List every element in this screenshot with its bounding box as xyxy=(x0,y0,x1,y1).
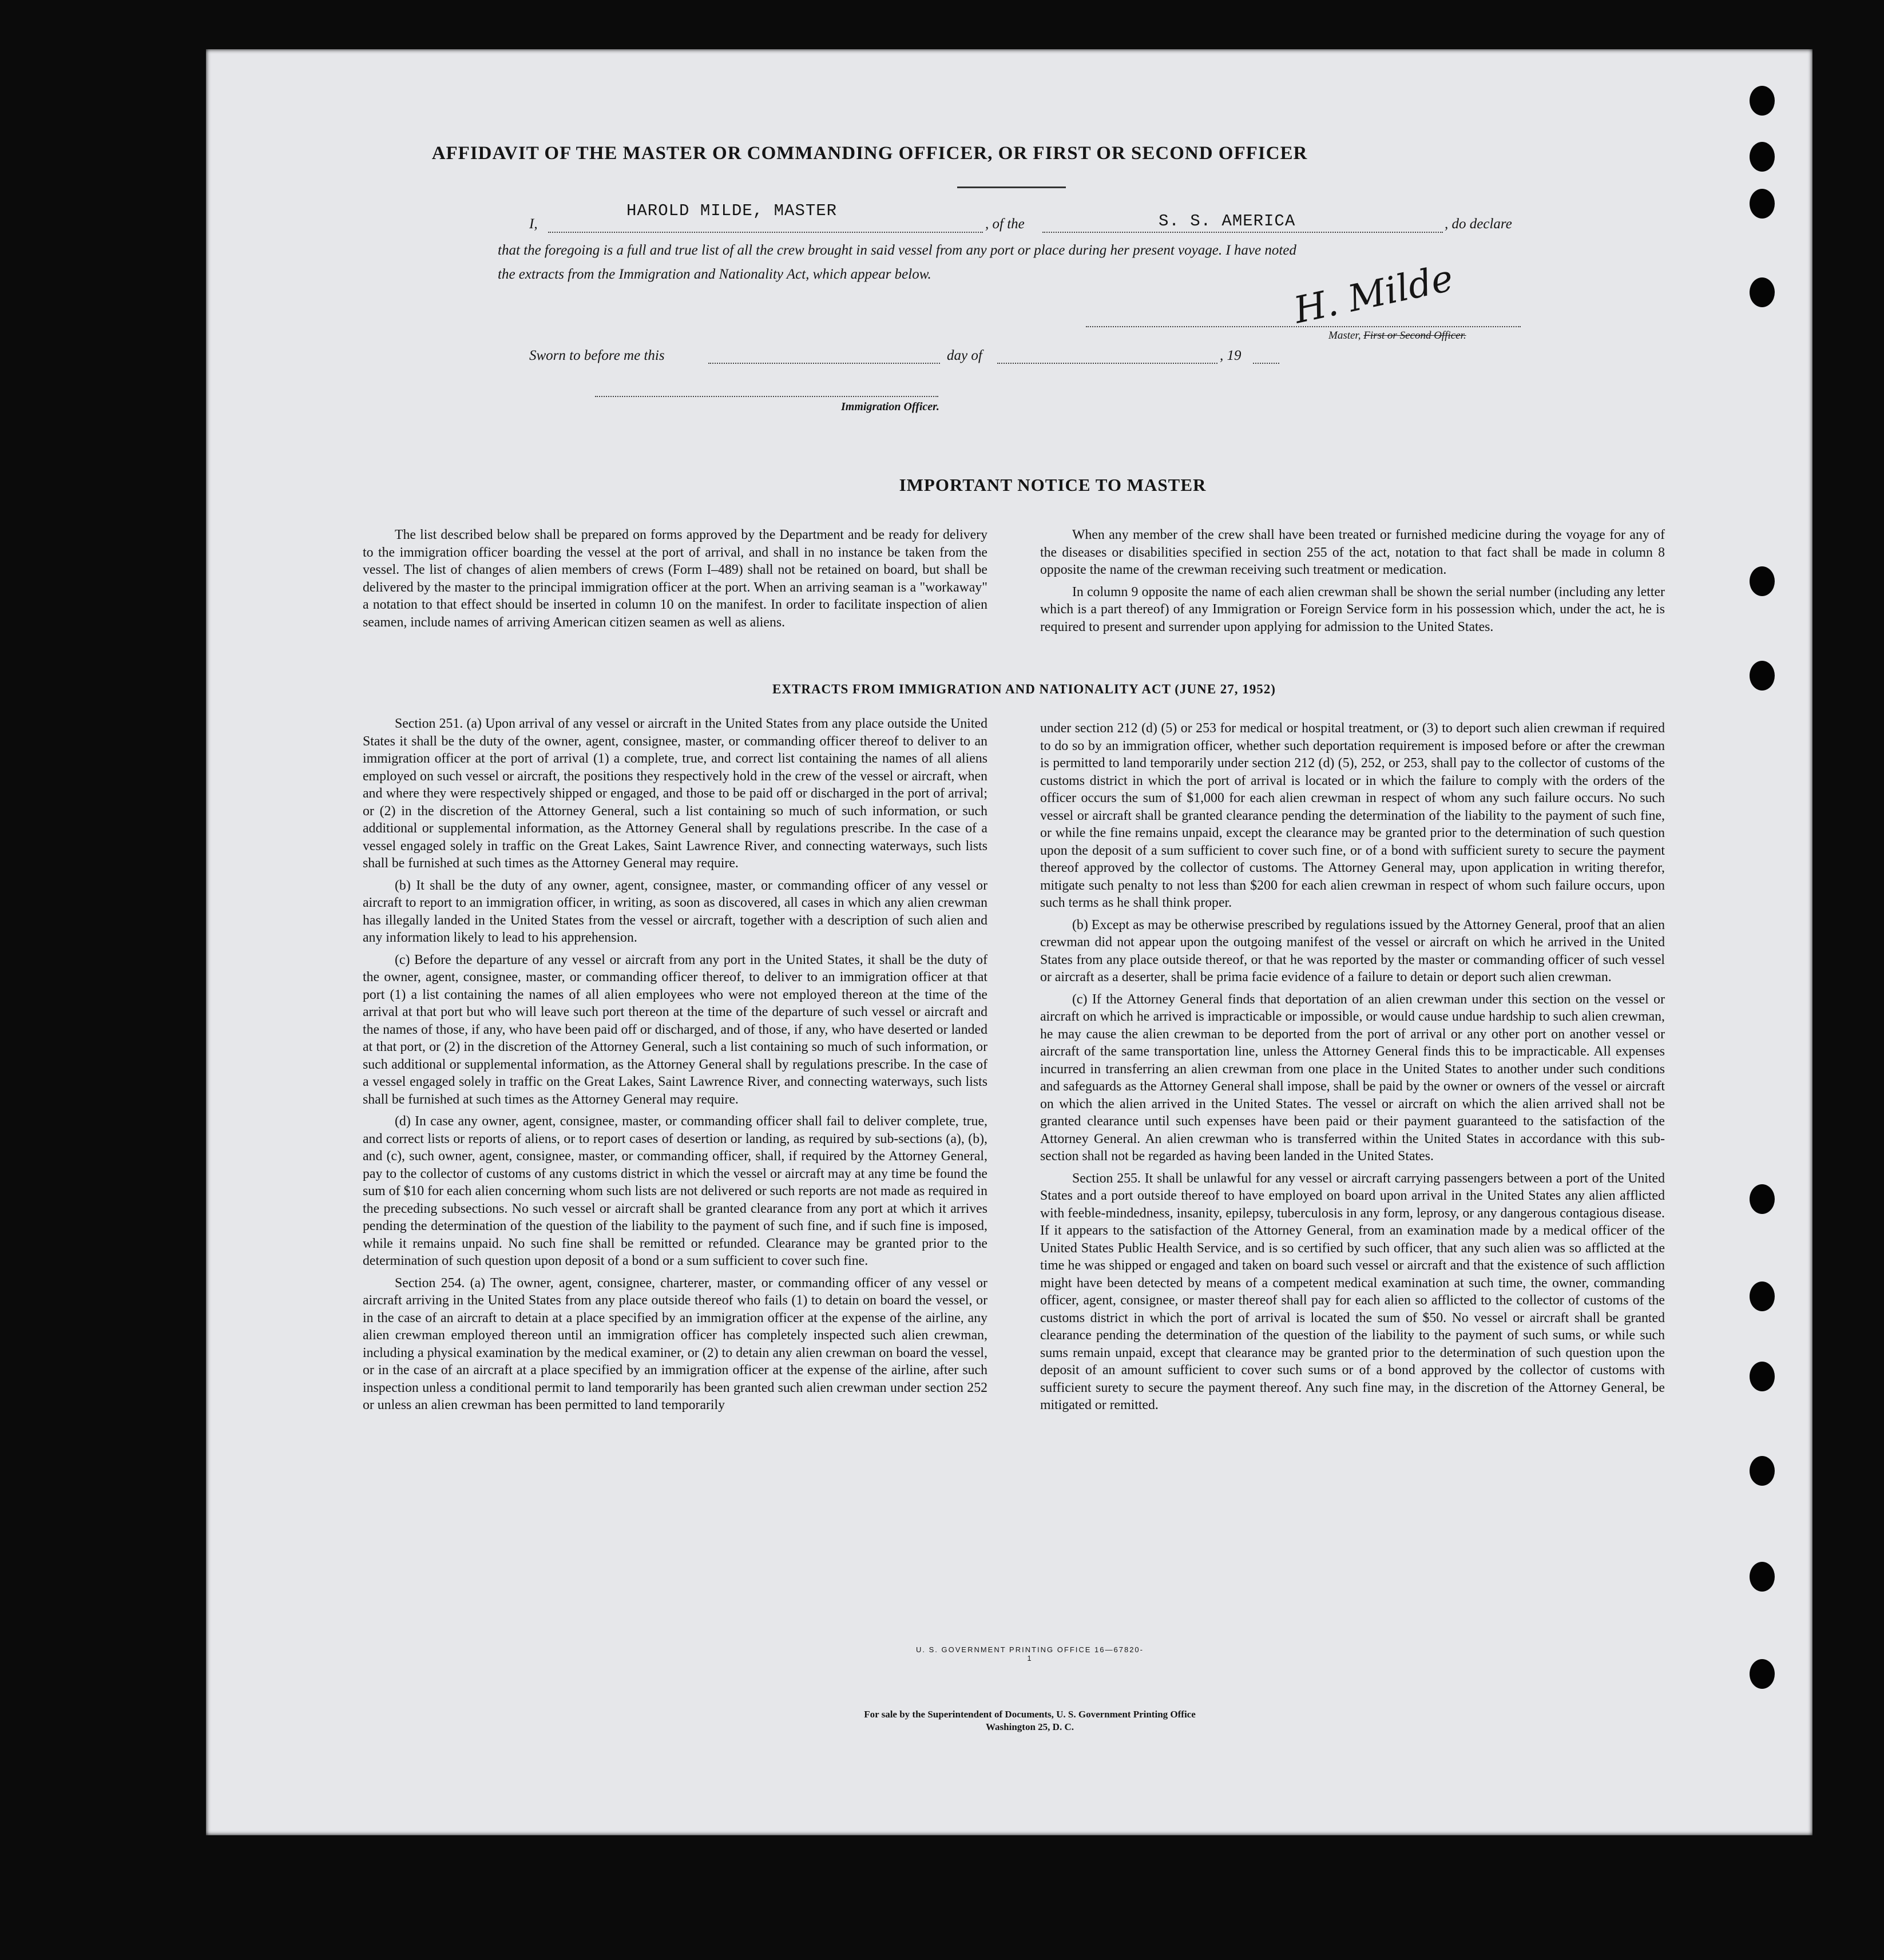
sworn-label: Sworn to before me this xyxy=(529,348,665,363)
extract-paragraph: (c) Before the departure of any vessel or aircraft from any port in the United States, it shall be the duty of the owner, agent, consignee, master, or commanding officer thereof, to deliver to an immigration officer at that port (1) a list containing the names of all alien employees who were not employed thereon at the time of the arrival at that port but who will leave such port thereon at the time of the departure of such vessel or aircraft and the names of those, if any, who have been paid off or discharged, and of those, if any, who have deserted or landed at that port, or (2) in the discretion of the Attorney General, such a list containing so much of such information, or such additional or supplemental information, as the Attorney General shall by regulations prescribe. In the case of a vessel engaged solely in traffic on the Great Lakes, Saint Lawrence River, and connecting waterways, such lists shall be furnished at such times as the Attorney General may require. xyxy=(363,952,987,1107)
punch-hole xyxy=(1750,277,1775,307)
punch-hole xyxy=(1750,1659,1775,1689)
signer-title-master: Master, xyxy=(1328,330,1361,342)
punch-hole xyxy=(1750,566,1775,596)
notice-right-paragraph-2: In column 9 opposite the name of each alien crewman shall be shown the serial number (including any letter which is a part thereof) of any Immigration or Foreign Service form in his possession which, under the act, he is required to present and surrender upon applying for admission to the United States. xyxy=(1040,584,1665,634)
punch-hole xyxy=(1750,1184,1775,1214)
notice-left-paragraph: The list described below shall be prepared on forms approved by the Department and be ready for delivery to the immigration officer boarding the vessel at the port of arrival, and shall in no instance be taken from the vessel. The list of changes of alien members of crews (Form I–489) shall not be retained on board, but shall be delivered by the master to the principal immigration officer at the port. When an arriving seaman is a "workaway" a notation to that effect should be inserted in column 10 on the manifest. In order to facilitate inspection of alien seamen, include names of arriving American citizen seamen as well as aliens. xyxy=(363,527,987,630)
day-of-label: day of xyxy=(947,348,982,363)
title-rule xyxy=(957,187,1066,188)
notice-title: IMPORTANT NOTICE TO MASTER xyxy=(899,475,1207,495)
immigration-officer-label: Immigration Officer. xyxy=(841,400,939,413)
extracts-left-column xyxy=(363,715,987,1419)
year-line xyxy=(1253,363,1279,364)
sworn-month-line xyxy=(997,363,1217,364)
extract-paragraph: Section 251. (a) Upon arrival of any vessel or aircraft in the United States from any place outside the United States it shall be the duty of the owner, agent, consignee, master, or commanding officer thereof to deliver to an immigration officer at the port of arrival (1) a complete, true, and correct list containing the names of all aliens employed on such vessel or aircraft, the positions they respectively hold in the crew of the vessel or aircraft, when and where they were respectively shipped or engaged, and those to be paid off or discharged in the port of arrival; or (2) in the discretion of the Attorney General, such a list containing so much of such information, or such additional or supplemental information, as the Attorney General shall by regulations prescribe. In the case of a vessel engaged solely in traffic on the Great Lakes, Saint Lawrence River, and connecting waterways, such lists shall be furnished at such times as the Attorney General may require. xyxy=(363,716,987,871)
declarant-name: HAROLD MILDE, MASTER xyxy=(626,201,838,220)
punch-hole xyxy=(1750,1281,1775,1311)
punch-hole xyxy=(1750,142,1775,172)
notice-left-column xyxy=(363,526,987,636)
statement-line-2: the extracts from the Immigration and Nationality Act, which appear below. xyxy=(498,267,931,282)
extract-paragraph: (b) Except as may be otherwise prescribed by regulations issued by the Attorney General, proof that an alien crewman did not appear upon the outgoing manifest of the vessel or aircraft on which he arrived in the United States from any place outside thereof, or that he was reported by the master or commanding officer of such vessel or aircraft as a deserter, shall be prima facie evidence of a failure to detain or deport such alien crewman. xyxy=(1040,917,1665,985)
sale-line-1: For sale by the Superintendent of Documents, U. S. Government Printing Office xyxy=(864,1709,1196,1720)
vessel-line xyxy=(1042,232,1443,233)
officer-line xyxy=(595,396,938,397)
extract-paragraph: under section 212 (d) (5) or 253 for medical or hospital treatment, or (3) to deport such alien crewman if required to do so by an immigration officer, whether such deportation requirement is imposed before or after the crewman is permitted to land temporarily under section 212 (d) (5), 252, or 253, shall pay to the collector of customs of the customs district in which the port of arrival is located or in which the failure to comply with the orders of the officer occurs the sum of $1,000 for each alien crewman in respect of whom any such failure occurs. No such vessel or aircraft shall be granted clearance pending the determination of the liability to the payment of such fine, or while the fine remains unpaid, except the clearance may be granted prior to the determination of such question upon the deposit of a sum sufficient to cover such fine, or of a bond with sufficient surety to secure the payment thereof approved by the collector of customs. The Attorney General may, upon application in writing therefor, mitigate such penalty to not less than $200 for each alien crewman in respect of whom such failure occurs, upon such terms as he shall think proper. xyxy=(1040,721,1665,910)
signer-title-struck: First or Second Officer. xyxy=(1363,330,1466,342)
i-label: I, xyxy=(529,216,538,232)
sale-line-2: Washington 25, D. C. xyxy=(986,1721,1074,1732)
do-declare-label: , do declare xyxy=(1445,216,1512,232)
extract-paragraph: Section 254. (a) The owner, agent, consignee, charterer, master, or commanding officer of any vessel or aircraft arriving in the United States from any place outside thereof who fails (1) to detain on board the vessel, or in the case of an aircraft to detain at a place specified by an immigration officer at the expense of the airline, any alien crewman employed thereon until an immigration officer has completely inspected such alien crewman, including a physical examination by the medical examiner, or (2) to detain any alien crewman on board the vessel, or in the case of an aircraft at a place specified by an immigration officer at the expense of the airline, after such inspection unless a conditional permit to land temporarily has been granted such alien crewman under section 252 or unless an alien crewman has been permitted to land temporarily xyxy=(363,1275,987,1413)
printing-office-imprint: U. S. GOVERNMENT PRINTING OFFICE 16—67820-1 xyxy=(916,1645,1144,1663)
extracts-right-column xyxy=(1040,720,1665,1419)
punch-hole xyxy=(1750,86,1775,116)
master-signature: H. Milde xyxy=(1290,257,1457,332)
signer-title xyxy=(1328,330,1466,342)
of-the-label: , of the xyxy=(985,216,1025,232)
sale-notice xyxy=(629,1708,1430,1733)
notice-right-column xyxy=(1040,526,1665,640)
name-line xyxy=(548,232,983,233)
punch-hole xyxy=(1750,661,1775,691)
statement-line-1: that the foregoing is a full and true list of all the crew brought in said vessel from any port or place during her present voyage. I have noted xyxy=(498,243,1296,258)
extract-paragraph: (d) In case any owner, agent, consignee, master, or commanding officer shall fail to deliver complete, true, and correct lists or reports of aliens, or to report cases of desertion or landing, as required by sub-sections (a), (b), and (c), such owner, agent, consignee, master, or commanding officer, shall, if required by the Attorney General, pay to the collector of customs of any customs district in which the vessel or aircraft may at any time be found the sum of $10 for each alien concerning whom such lists are not delivered or such reports are not made as required in the preceding subsections. No such vessel or aircraft shall be granted clearance from any port at which it arrives pending the determination of the question of the liability to the payment of such fine, and if such fine is imposed, while it remains unpaid. No such fine shall be remitted or refunded. Clearance may be granted prior to the determination of such question upon deposit of a bond or a sum sufficient to cover such fine. xyxy=(363,1114,987,1268)
extract-paragraph: (b) It shall be the duty of any owner, agent, consignee, master, or commanding officer of any vessel or aircraft to report to an immigration officer, in writing, as soon as discovered, all cases in which any alien crewman has illegally landed in the United States from the vessel or aircraft, together with a description of such alien and any information likely to lead to his apprehension. xyxy=(363,878,987,945)
extract-paragraph: Section 255. It shall be unlawful for any vessel or aircraft carrying passengers between a port of the United States and a port outside thereof to have employed on board upon arrival in the United States any alien afflicted with feeble-mindedness, insanity, epilepsy, tuberculosis in any form, leprosy, or any dangerous contagious disease. If it appears to the satisfaction of the Attorney General, from an examination made by a medical officer of the United States Public Health Service, and is so certified by such officer, that any such alien was so afflicted at the time he was shipped or engaged and taken on board such vessel or aircraft and that the existence of such affliction might have been detected by means of a competent medical examination at such time, the owner, commanding officer, agent, consignee, or master thereof shall pay for each alien so afflicted to the collector of customs of the customs district in which the port of arrival is located the sum of $50. No vessel or aircraft shall be granted clearance pending the determination of the question of the liability to the payment of such sums, or while such sums remain unpaid, except that clearance may be granted prior to the determination of such question upon the deposit of an amount sufficient to cover such sums or of a bond approved by the collector of customs with sufficient surety to secure the payment thereof. Any such fine may, in the discretion of the Attorney General, be mitigated or remitted. xyxy=(1040,1171,1665,1413)
sworn-day-line xyxy=(708,363,940,364)
punch-hole xyxy=(1750,1362,1775,1391)
vessel-name: S. S. AMERICA xyxy=(1159,212,1296,231)
extracts-title: EXTRACTS FROM IMMIGRATION AND NATIONALITY ACT (JUNE 27, 1952) xyxy=(772,682,1276,696)
year-label: , 19 xyxy=(1220,348,1242,363)
punch-hole xyxy=(1750,1562,1775,1592)
notice-right-paragraph-1: When any member of the crew shall have been treated or furnished medicine during the voyage for any of the diseases or disabilities specified in section 255 of the act, notation to that fact shall be made in column 8 opposite the name of the crewman receiving such treatment or medication. xyxy=(1040,527,1665,577)
punch-hole xyxy=(1750,189,1775,219)
punch-hole xyxy=(1750,1456,1775,1486)
extract-paragraph: (c) If the Attorney General finds that deportation of an alien crewman under this section on the vessel or aircraft on which he arrived is impracticable or impossible, or would cause undue hardship to such alien crewman, he may cause the alien crewman to be deported from the port of arrival or any other port on another vessel or aircraft of the same transportation line, unless the Attorney General finds this to be impracticable. All expenses incurred in transferring an alien crewman from one place in the United States to another under such conditions and safeguards as the Attorney General shall impose, shall be paid by the owner or owners of the vessel or aircraft on which the alien arrived in the United States. The vessel or aircraft on which the alien arrived shall not be granted clearance until such expenses have been paid or their payment guaranteed to the satisfaction of the Attorney General. An alien crewman who is transferred within the United States in accordance with this sub-section shall not be regarded as having been landed in the United States. xyxy=(1040,991,1665,1164)
affidavit-title: AFFIDAVIT OF THE MASTER OR COMMANDING OFFICER, OR FIRST OR SECOND OFFICER xyxy=(431,143,1308,164)
